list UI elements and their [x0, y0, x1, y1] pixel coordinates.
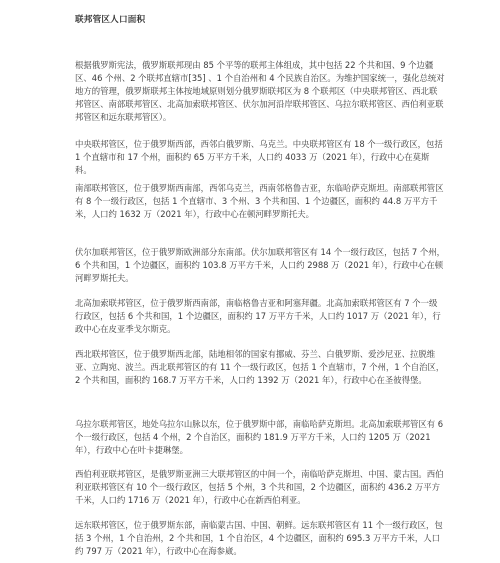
document-title: 联邦管区人口面积: [75, 15, 146, 25]
paragraph-ural: 乌拉尔联邦管区，地处乌拉尔山脉以东，位于俄罗斯中部，南临哈萨克斯坦。北高加索联邦管区有 6 个一级行政区，包括 4 个州，2 个自治区，面积约 181.9 万平方千米，人口约 1205 万（2021 年），行政中心在叶卡捷琳堡。: [75, 419, 444, 455]
paragraph-northwestern: 西北联邦管区，位于俄罗斯西北部，陆地相邻的国家有挪威、芬兰、白俄罗斯、爱沙尼亚、拉脱维亚、立陶宛、波兰。西北联邦管区的有 11 个一级行政区，包括 1 个直辖市，7 个州，1 个自治区，2 个共和国，面积约 168.7 万平方千米，人口约 1392 万（2021 年），行政中心在圣彼得堡。: [75, 349, 445, 385]
paragraph-volga: 伏尔加联邦管区，位于俄罗斯欧洲部分东南部。伏尔加联邦管区有 14 个一级行政区，包括 7 个州，6 个共和国，1 个边疆区，面积约 103.8 万平方千米，人口约 2988 万（2021 年），行政中心在顿河畔罗斯托夫。: [75, 247, 446, 283]
paragraph-far-eastern: 远东联邦管区，位于俄罗斯东部，南临蒙古国、中国、朝鲜。远东联邦管区有 11 个一级行政区，包括 3 个州，1 个自治州，2 个共和国，1 个自治区，4 个边疆区，面积约 695.3 万平方千米，人口约 797 万（2021 年），行政中心在海参崴。: [75, 520, 443, 556]
paragraph-north-caucasus: 北高加索联邦管区，位于俄罗斯西南部，南临格鲁吉亚和阿塞拜疆。北高加索联邦管区有 7 个一级行政区，包括 6 个共和国，1 个边疆区，面积约 17 万平方千米，人口约 1017 万（2021 年），行政中心在皮亚季戈尔斯克。: [75, 298, 441, 334]
paragraph-central: 中央联邦管区，位于俄罗斯西部，西邻白俄罗斯、乌克兰。中央联邦管区有 18 个一级行政区，包括 1 个直辖市和 17 个州，面积约 65 万平方千米，人口约 4033 万（2021 年），行政中心在莫斯科。: [75, 139, 443, 175]
paragraph-siberian: 西伯利亚联邦管区，是俄罗斯亚洲三大联邦管区的中间一个，南临哈萨克斯坦、中国、蒙古国。西伯利亚联邦管区有 10 个一级行政区，包括 5 个州，3 个共和国，2 个边疆区，面积约 436.2 万平方千米，人口约 1716 万（2021 年），行政中心在新西伯利亚。: [75, 469, 444, 505]
paragraph-southern: 南部联邦管区，位于俄罗斯西南部，西邻乌克兰，西南邻格鲁吉亚，东临哈萨克斯坦。南部联邦管区有 8 个一级行政区，包括 1 个直辖市、3 个州、3 个共和国、1 个边疆区，面积约 44.8 万平方千米，人口约 1632 万（2021 年），行政中心在顿河畔罗斯托夫。: [75, 183, 444, 219]
paragraph-intro: 根据俄罗斯宪法，俄罗斯联邦现由 85 个平等的联邦主体组成，其中包括 22 个共和国、9 个边疆区、46 个州、2 个联邦直辖市[35] 、1 个自治州和 4 个民族自治区。为维护国家统一，强化总统对地方的管理，俄罗斯联邦主体按地域原则划分俄罗斯联邦区为 8 个联邦区（中央联邦管区、西北联邦管区、南部联邦管区、北高加索联邦管区、伏尔加河沿岸联邦管区、乌拉尔联邦管区、西伯利亚联邦管区和远东联邦管区）。: [75, 60, 445, 122]
